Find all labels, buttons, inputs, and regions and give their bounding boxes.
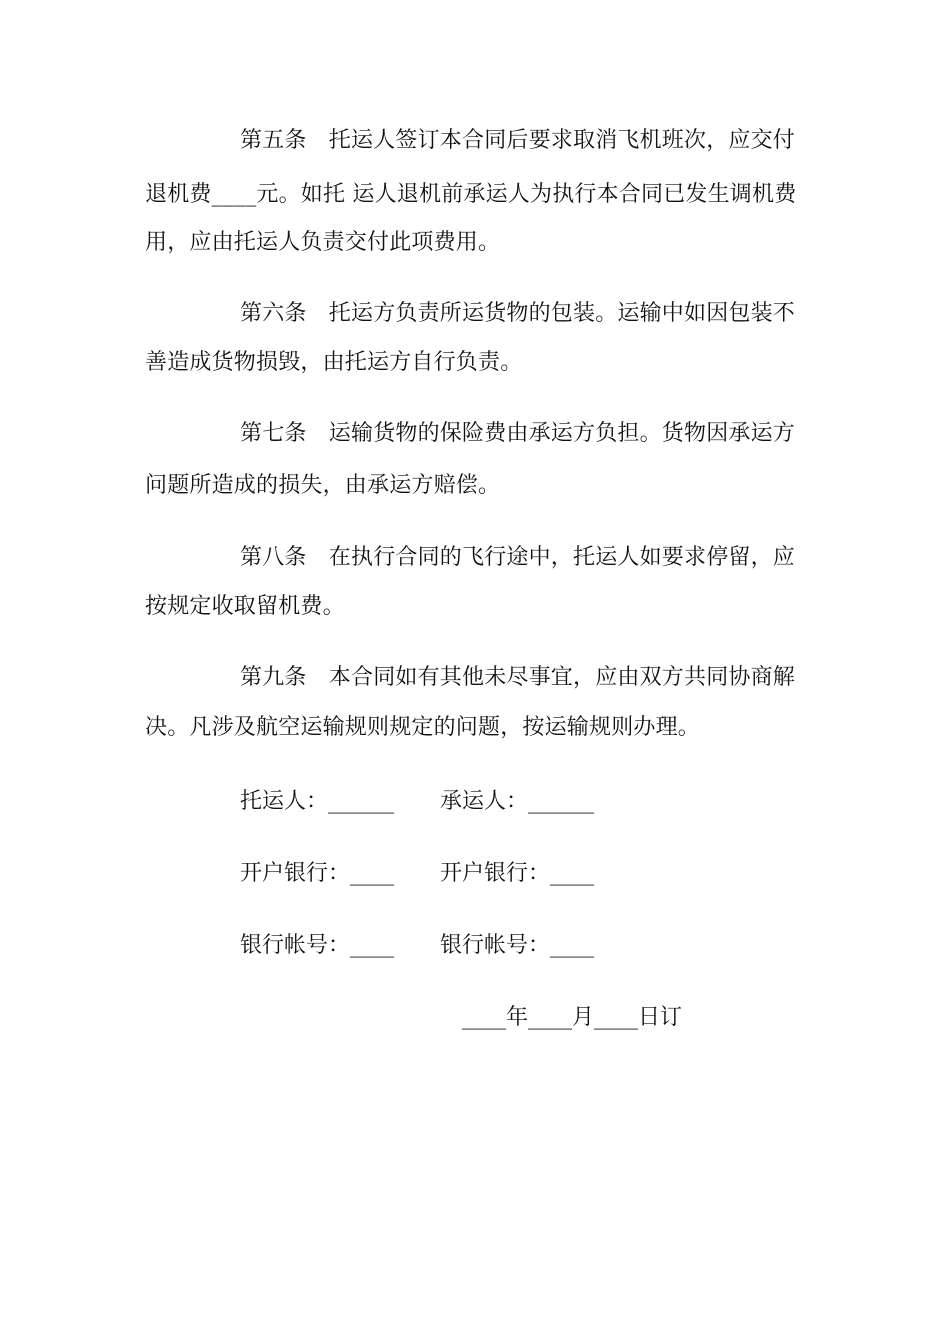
article-5-line-2: 退机费____元。如托 运人退机前承运人为执行本合同已发生调机费 (145, 182, 797, 207)
article-7-line-1: 第七条 运输货物的保险费由承运方负担。货物因承运方 (240, 421, 796, 446)
carrier-account-field: 银行帐号：____ (440, 933, 595, 958)
article-5-line-1: 第五条 托运人签订本合同后要求取消飞机班次，应交付 (240, 128, 796, 153)
carrier-bank-field: 开户银行：____ (440, 861, 595, 886)
article-5-line-3: 用，应由托运人负责交付此项费用。 (145, 230, 501, 255)
article-9-line-2: 决。凡涉及航空运输规则规定的问题，按运输规则办理。 (145, 715, 701, 740)
article-8-line-2: 按规定收取留机费。 (145, 594, 345, 619)
shipper-account-field: 银行帐号：____ (240, 933, 395, 958)
shipper-signature-field: 托运人：______ (240, 789, 395, 814)
article-6-line-2: 善造成货物损毁，由托运方自行负责。 (145, 350, 523, 375)
shipper-bank-field: 开户银行：____ (240, 861, 395, 886)
article-9-line-1: 第九条 本合同如有其他未尽事宜，应由双方共同协商解 (240, 665, 796, 690)
signing-date: ____年____月____日订 (462, 1005, 683, 1030)
article-8-line-1: 第八条 在执行合同的飞行途中，托运人如要求停留，应 (240, 545, 796, 570)
article-6-line-1: 第六条 托运方负责所运货物的包装。运输中如因包装不 (240, 301, 796, 326)
carrier-signature-field: 承运人：______ (440, 789, 595, 814)
article-7-line-2: 问题所造成的损失，由承运方赔偿。 (145, 473, 501, 498)
